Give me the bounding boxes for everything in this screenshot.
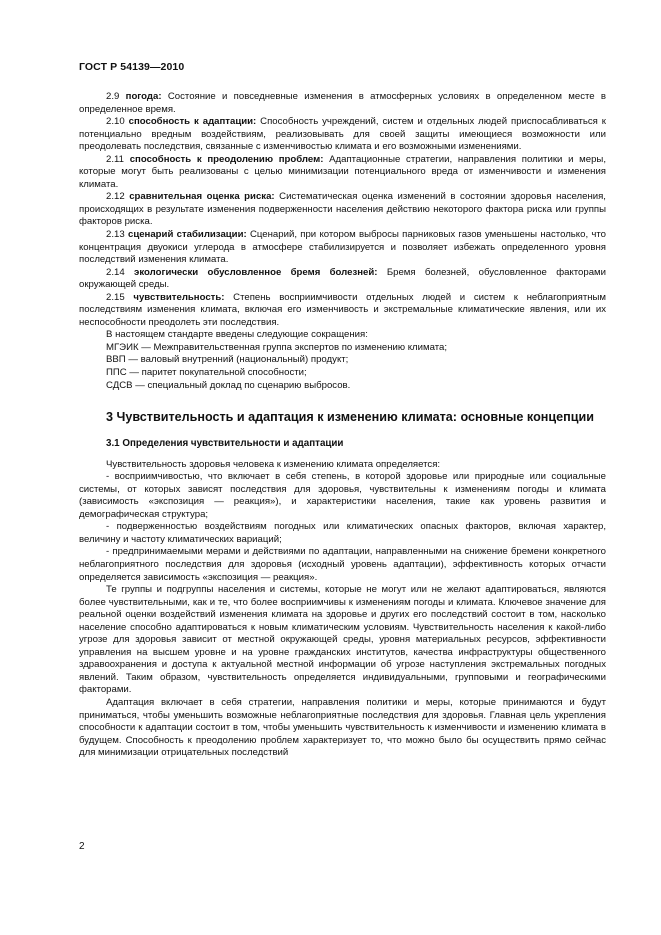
definition-text: Степень восприимчивости отдельных людей и систем к неблагоприятным последствиям изменения климата, включая его изменчивость и экстремальные климатические явления, или их неспособности преодолеть эти последствия. — [79, 291, 607, 328]
definition-term: способность к адаптации: — [128, 116, 257, 128]
paragraph: Адаптация включает в себя стратегии, направления политики и меры, которые принимаются и будут приниматься, чтобы уменьшить возможные неблагоприятные последствия для здоровья. Главная цель укрепления способности к адаптации состоит в том, чтобы уменьшить чувствительность к изменчивости и изменению климата в будущем. Способность к преодолению проблем характеризует то, что можно было бы осуществить прямо сейчас для минимизации отрицательных последствий — [79, 697, 606, 759]
definition-2-13: 2.13 сценарий стабилизации: Сценарий, при котором выбросы парниковых газов уменьшены настолько, что концентрация двуокиси углерода в атмосфере стабилизируется и позволяет избежать определенного уровня последствий изменения климата. — [79, 229, 607, 266]
paragraph: Те группы и подгруппы населения и системы, которые не могут или не желают адаптироваться, являются более чувствительными, как и те, что более восприимчивы к изменениям погоды и климата. Ключевое значение для реальной оценки воздействий изменения климата на здоровье и других его последствий состоит в том, насколько население способно адаптироваться к новым климатическим условиям. Чувствительность населения к какой-либо угрозе для здоровья зависит от местной окружающей среды, уровня материальных ресурсов, эффективности управления на высшем уровне и на уровне гражданских институтов, качества инфраструктуры общественного здравоохранения и доступа к актуальной местной информации об угрозе наступления экстремальных погодных явлений. Таким образом, чувствительность определяется индивидуальными, групповыми и географическими факторами. — [79, 584, 606, 696]
abbreviation-item: МГЭИК — Межправительственная группа экспертов по изменению климата; — [106, 341, 448, 353]
section-3-heading: 3 Чувствительность и адаптация к изменению климата: основные концепции — [106, 410, 594, 425]
definition-term: сравнительная оценка риска: — [129, 191, 275, 203]
definition-2-15: 2.15 чувствительность: Степень восприимчивости отдельных людей и систем к неблагоприятным последствиям изменения климата, включая его изменчивость и экстремальные климатические явления, или их неспособности преодолеть эти последствия. — [79, 291, 607, 328]
definition-text: Состояние и повседневные изменения в атмосферных условиях в определенном месте в определенное время. — [79, 91, 607, 115]
definition-text: Способность учреждений, систем и отдельных людей приспосабливаться к потенциально вредным воздействиям, реализовывать для своей защиты имеющиеся возможности или преодолевать последствия, связанные с изменчивостью климата и его возможными изменениями. — [79, 116, 606, 153]
definition-text: Систематическая оценка изменений в состоянии здоровья населения, происходящих в результате изменения подверженности населения действию некоторого фактора риска или группы факторов риска. — [79, 191, 606, 228]
definition-term: чувствительность: — [133, 291, 225, 303]
list-item: - предпринимаемыми мерами и действиями по адаптации, направленными на снижение бремени конкретного неблагоприятного последствия для здоровья (исходный уровень адаптации), эффективность которых отчасти определяется зависимость «экспозиция — реакция». — [79, 546, 606, 583]
definition-text: Сценарий, при котором выбросы парниковых газов уменьшены настолько, что концентрация двуокиси углерода в атмосфере стабилизируется и позволяет избежать определенного уровня последствий изменения климата. — [79, 229, 607, 266]
page-number: 2 — [79, 841, 85, 852]
abbreviation-item: ВВП — валовый внутренний (национальный) продукт; — [106, 354, 349, 366]
standard-header: ГОСТ Р 54139—2010 — [79, 61, 185, 73]
page-content — [79, 91, 606, 760]
definition-term: способность к преодолению проблем: — [129, 153, 324, 165]
definition-2-14: 2.14 экологически обусловленное бремя болезней: Бремя болезней, обусловленное факторами окружающей среды. — [79, 266, 606, 291]
abbreviation-item: СДСВ — специальный доклад по сценарию выбросов. — [106, 379, 351, 391]
definition-2-11: 2.11 способность к преодолению проблем: Адаптационные стратегии, направления политики и меры, которые могут быть реализованы с целью минимизации потенциального вреда от изменчивости и изменения климата. — [79, 153, 606, 190]
abbreviation-item: ППС — паритет покупательной способности; — [106, 367, 307, 379]
definition-2-9: 2.9 погода: Состояние и повседневные изменения в атмосферных условиях в определенном месте в определенное время. — [79, 91, 607, 115]
subsection-3-1-heading: 3.1 Определения чувствительности и адаптации — [106, 438, 344, 450]
paragraph: Чувствительность здоровья человека к изменению климата определяется: — [106, 458, 441, 470]
definition-term: сценарий стабилизации: — [127, 229, 247, 241]
definition-text: Бремя болезней, обусловленное факторами окружающей среды. — [79, 266, 606, 291]
definition-text: Адаптационные стратегии, направления политики и меры, которые могут быть реализованы с целью минимизации потенциального вреда от изменчивости и изменения климата. — [79, 153, 606, 190]
definition-2-10: 2.10 способность к адаптации: Способность учреждений, систем и отдельных людей приспосабливаться к потенциально вредным воздействиям, реализовывать для своей защиты имеющиеся возможности или преодолевать последствия, связанные с изменчивостью климата и его возможными изменениями. — [79, 116, 606, 153]
definition-term: погода: — [125, 91, 162, 102]
definition-term: экологически обусловленное бремя болезней: — [134, 266, 378, 278]
abbreviations-intro: В настоящем стандарте введены следующие сокращения: — [106, 329, 368, 341]
list-item: - восприимчивостью, что включает в себя степень, в которой здоровье или природные или социальные системы, от которых зависят последствия для здоровья, чувствительны к изменениям погоды и климата (зависимость «экспозиция — реакция»), и характеристики населения, такие как уровень развития и демографическая структура; — [79, 471, 606, 520]
list-item: - подверженностью воздействиям погодных или климатических опасных факторов, включая характер, величину и частоту климатических вариаций; — [79, 521, 606, 545]
definition-2-12: 2.12 сравнительная оценка риска: Систематическая оценка изменений в состоянии здоровья населения, происходящих в результате изменения подверженности населения действию некоторого фактора риска или группы факторов риска. — [79, 191, 606, 228]
